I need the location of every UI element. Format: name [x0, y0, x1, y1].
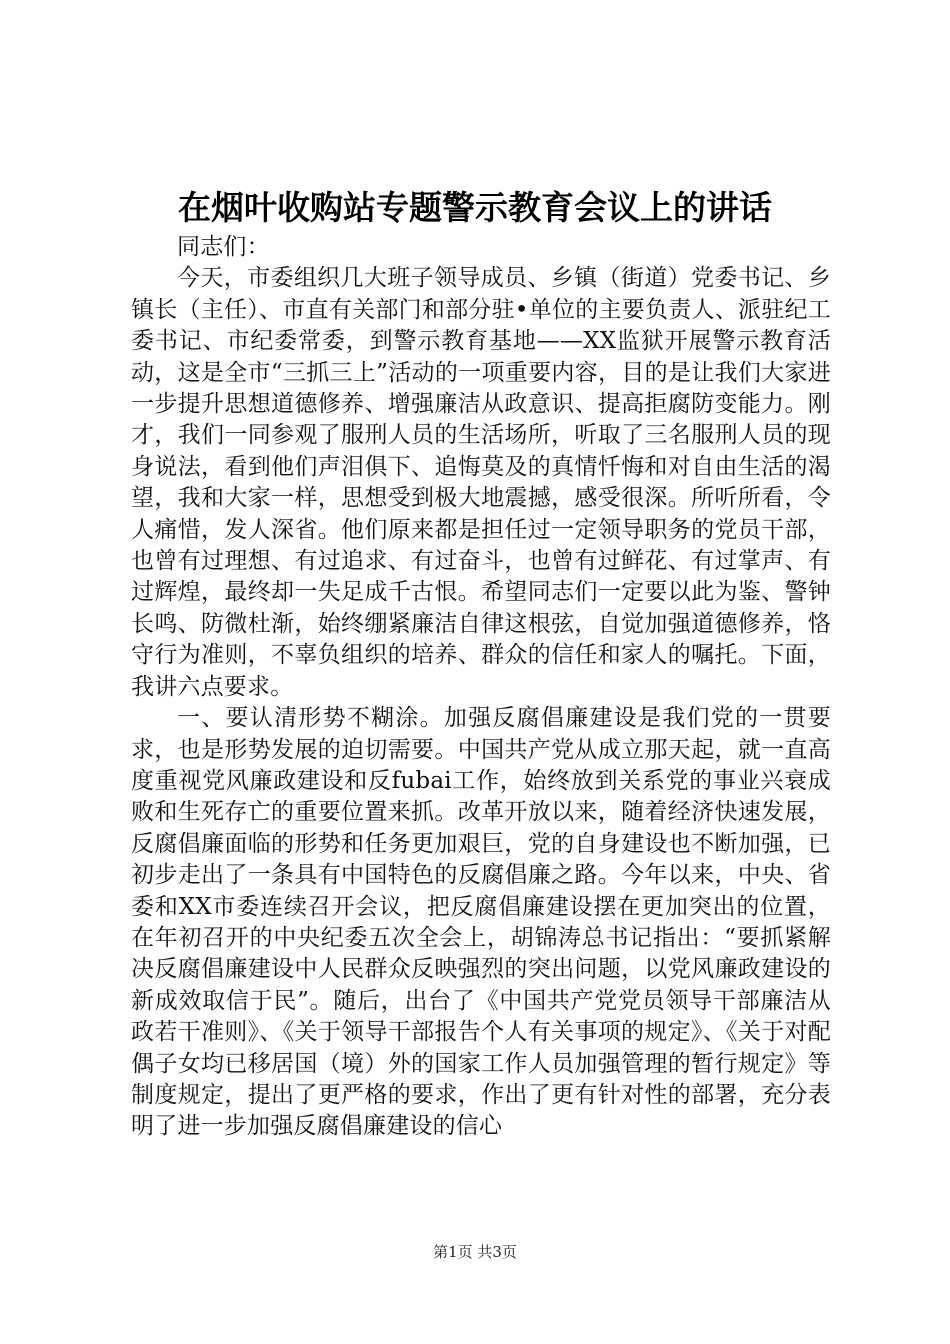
document-title: 在烟叶收购站专题警示教育会议上的讲话	[178, 188, 772, 227]
document-body	[131, 232, 831, 1143]
page-footer: 第1页 共3页	[433, 1243, 517, 1261]
section-one-paragraph: 一、要认清形势不糊涂。加强反腐倡廉建设是我们党的一贯要求，也是形势发展的迫切需要。中国共产党从成立那天起，就一直高度重视党风廉政建设和反fubai工作，始终放到关系党的事业兴衰成败和生死存亡的重要位置来抓。改革开放以来，随着经济快速发展，反腐倡廉面临的形势和任务更加艰巨，党的自身建设也不断加强，已初步走出了一条具有中国特色的反腐倡廉之路。今年以来，中央、省委和XX市委连续召开会议，把反腐倡廉建设摆在更加突出的位置，在年初召开的中央纪委五次全会上，胡锦涛总书记指出：“要抓紧解决反腐倡廉建设中人民群众反映强烈的突出问题，以党风廉政建设的新成效取信于民”。随后，出台了《中国共产党党员领导干部廉洁从政若干准则》、《关于领导干部报告个人有关事项的规定》、《关于对配偶子女均已移居国（境）外的国家工作人员加强管理的暂行规定》等制度规定，提出了更严格的要求，作出了更有针对性的部署，充分表明了进一步加强反腐倡廉建设的信心	[131, 705, 831, 1140]
intro-paragraph: 今天，市委组织几大班子领导成员、乡镇（街道）党委书记、乡镇长（主任）、市直有关部门和部分驻•单位的主要负责人、派驻纪工委书记、市纪委常委，到警示教育基地——XX监狱开展警示教育活动，这是全市“三抓三上”活动的一项重要内容，目的是让我们大家进一步提升思想道德修养、增强廉洁从政意识、提高拒腐防变能力。刚才，我们一同参观了服刑人员的生活场所，听取了三名服刑人员的现身说法，看到他们声泪俱下、追悔莫及的真情忏悔和对自由生活的渴望，我和大家一样，思想受到极大地震撼，感受很深。所听所看，令人痛惜，发人深省。他们原来都是担任过一定领导职务的党员干部，也曾有过理想、有过追求、有过奋斗，也曾有过鲜花、有过掌声、有过辉煌，最终却一失足成千古恨。希望同志们一定要以此为鉴、警钟长鸣、防微杜渐，始终绷紧廉洁自律这根弦，自觉加强道德修养，恪守行为准则，不辜负组织的培养、群众的信任和家人的嘱托。下面，我讲六点要求。	[131, 265, 831, 700]
salutation-paragraph: 同志们：	[177, 234, 270, 260]
